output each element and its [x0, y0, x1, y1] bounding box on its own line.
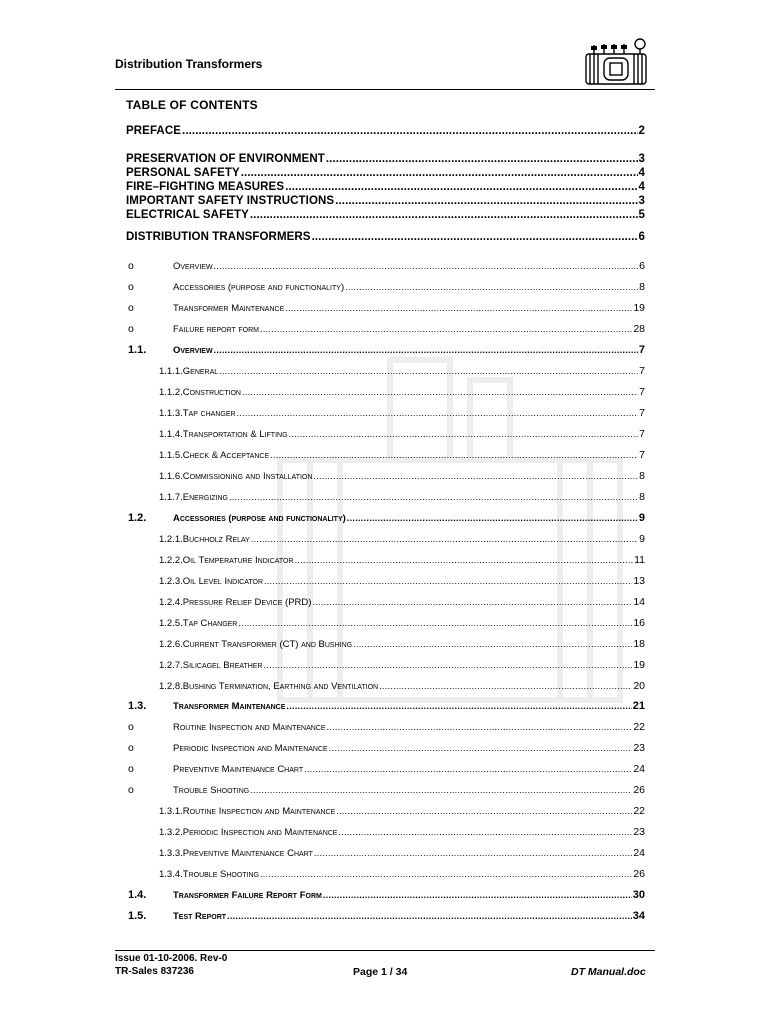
toc-entry-label: 1.3.2.Periodic Inspection and Maintenance	[159, 827, 338, 838]
toc-dot-leader	[323, 889, 632, 902]
toc-entry-label: 1.1.4.Transportation & Lifting	[159, 429, 288, 440]
toc-dot-leader	[312, 596, 632, 609]
toc-dot-leader	[214, 344, 638, 357]
toc-section-number: 1.5.	[128, 910, 147, 922]
footer-rule	[115, 950, 655, 951]
toc-page-number: 14	[633, 596, 645, 608]
toc-bullet-entry[interactable]	[115, 783, 645, 797]
toc-dot-leader	[260, 868, 632, 881]
toc-subsection-entry[interactable]	[115, 867, 645, 881]
toc-dot-leader	[237, 407, 639, 420]
toc-subsection-entry[interactable]	[115, 574, 645, 588]
toc-page-number: 7	[639, 365, 645, 377]
toc-dot-leader	[345, 281, 638, 294]
toc-page-number: 5	[638, 209, 645, 221]
toc-dot-leader	[327, 721, 633, 734]
toc-entry-label: 1.2.7.Silicagel Breather	[159, 660, 263, 671]
toc-subsection-entry[interactable]	[115, 804, 645, 818]
toc-entry-label: PERSONAL SAFETY	[126, 167, 240, 179]
toc-subsection-entry[interactable]	[115, 616, 645, 630]
toc-dot-leader	[250, 784, 632, 797]
toc-entry-label: Preventive Maintenance Chart	[173, 764, 304, 775]
toc-entry-label: Routine Inspection and Maintenance	[173, 722, 326, 733]
toc-page-number: 4	[638, 181, 645, 193]
toc-heading: TABLE OF CONTENTS	[126, 98, 258, 112]
toc-subsection-entry[interactable]	[115, 490, 645, 504]
toc-entry-label: 1.1.6.Commissioning and Installation	[159, 471, 313, 482]
toc-page-number: 7	[639, 407, 645, 419]
toc-dot-leader	[229, 491, 638, 504]
toc-entry-label: 1.2.3.Oil Level Indicator	[159, 576, 264, 587]
toc-page-number: 6	[638, 231, 645, 243]
toc-entry-label: Trouble Shooting	[173, 785, 250, 796]
toc-dot-leader	[295, 554, 634, 567]
toc-bullet-entry[interactable]	[115, 762, 645, 776]
toc-subsection-entry[interactable]	[115, 846, 645, 860]
toc-section-number: 1.3.	[128, 700, 147, 712]
toc-page-number: 9	[638, 512, 645, 524]
toc-section-1-4[interactable]	[115, 888, 645, 902]
toc-subsection-entry[interactable]	[115, 679, 645, 693]
toc-subsection-entry[interactable]	[115, 385, 645, 399]
toc-subsection-entry[interactable]	[115, 532, 645, 546]
toc-major-entry[interactable]	[115, 230, 645, 244]
toc-page-number: 26	[633, 868, 645, 880]
toc-subsection-entry[interactable]	[115, 406, 645, 420]
toc-section-1-3[interactable]	[115, 699, 645, 713]
toc-page-number: 20	[633, 680, 645, 692]
toc-dot-leader	[289, 428, 639, 441]
toc-page-number: 8	[639, 470, 645, 482]
toc-entry-label: 1.2.8.Bushing Termination, Earthing and Ventilation	[159, 681, 379, 692]
toc-page-number: 8	[639, 281, 645, 293]
toc-entry-label: Accessories (purpose and functionality)	[173, 282, 345, 293]
toc-subsection-entry[interactable]	[115, 448, 645, 462]
toc-entry-label: Accessories (purpose and functionality)	[173, 513, 346, 524]
toc-entry-label: PRESERVATION OF ENVIRONMENT	[126, 153, 325, 165]
toc-page-number: 22	[633, 721, 645, 733]
toc-bullet: o	[128, 260, 134, 272]
header-title: Distribution Transformers	[115, 57, 263, 71]
toc-subsection-entry[interactable]	[115, 637, 645, 651]
toc-page-number: 18	[633, 638, 645, 650]
toc-subsection-entry[interactable]	[115, 553, 645, 567]
toc-entry-label: IMPORTANT SAFETY INSTRUCTIONS	[126, 195, 335, 207]
toc-page-number: 19	[633, 659, 645, 671]
toc-page-number: 9	[639, 533, 645, 545]
toc-page-number: 11	[634, 554, 645, 566]
toc-page-number: 16	[633, 617, 645, 629]
toc-dot-leader	[329, 742, 633, 755]
toc-entry-label: Periodic Inspection and Maintenance	[173, 743, 328, 754]
toc-dot-leader	[326, 153, 638, 166]
toc-bullet-entry[interactable]	[115, 720, 645, 734]
toc-dot-leader	[250, 209, 638, 222]
toc-page-number: 6	[639, 260, 645, 272]
toc-bullet: o	[128, 784, 134, 796]
toc-page-number: 3	[638, 195, 645, 207]
toc-entry-label: 1.2.2.Oil Temperature Indicator	[159, 555, 294, 566]
toc-entry-label: ELECTRICAL SAFETY	[126, 209, 249, 221]
toc-page-number: 23	[633, 826, 645, 838]
toc-page-number: 8	[639, 491, 645, 503]
toc-page-number: 34	[632, 910, 645, 922]
toc-entry-label: 1.1.7.Energizing	[159, 492, 228, 503]
toc-page-number: 21	[632, 700, 645, 712]
toc-page-number: 3	[638, 153, 645, 165]
toc-dot-leader	[219, 365, 638, 378]
toc-page-number: 28	[633, 323, 645, 335]
toc-subsection-entry[interactable]	[115, 364, 645, 378]
footer-sales: TR-Sales 837236	[115, 966, 194, 977]
toc-major-entry[interactable]	[115, 180, 645, 194]
toc-dot-leader	[312, 231, 638, 244]
toc-page-number: 22	[633, 805, 645, 817]
toc-bullet: o	[128, 323, 134, 335]
toc-entry-label: 1.3.1.Routine Inspection and Maintenance	[159, 806, 336, 817]
toc-dot-leader	[251, 533, 638, 546]
toc-subsection-entry[interactable]	[115, 658, 645, 672]
toc-major-entry[interactable]	[115, 152, 645, 166]
toc-entry-label: 1.1.2.Construction	[159, 387, 241, 398]
toc-section-1-1[interactable]	[115, 343, 645, 357]
toc-section-1-5[interactable]	[115, 909, 645, 923]
toc-page-number: 13	[633, 575, 645, 587]
toc-dot-leader	[285, 181, 637, 194]
toc-entry-label: 1.2.5.Tap Changer	[159, 618, 238, 629]
toc-dot-leader	[238, 617, 632, 630]
toc-bullet: o	[128, 763, 134, 775]
toc-dot-leader	[304, 763, 632, 776]
toc-entry-label: Transformer Maintenance	[173, 701, 286, 712]
toc-major-entry[interactable]	[115, 208, 645, 222]
toc-subsection-entry[interactable]	[115, 469, 645, 483]
toc-dot-leader	[347, 512, 638, 525]
toc-page-number: 7	[639, 449, 645, 461]
toc-entry-label: 1.3.3.Preventive Maintenance Chart	[159, 848, 313, 859]
toc-dot-leader	[260, 323, 632, 336]
toc-subsection-entry[interactable]	[115, 427, 645, 441]
toc-page-number: 7	[639, 386, 645, 398]
toc-entry-label: 1.2.6.Current Transformer (CT) and Bushing	[159, 639, 353, 650]
toc-bullet-entry[interactable]	[115, 741, 645, 755]
toc-entry-label: Test Report	[173, 911, 227, 922]
toc-page-number: 4	[638, 167, 645, 179]
toc-section-number: 1.4.	[128, 889, 147, 901]
toc-dot-leader	[313, 470, 638, 483]
toc-dot-leader	[338, 826, 632, 839]
toc-dot-leader	[285, 302, 632, 315]
footer-page-number: Page 1 / 34	[353, 966, 408, 978]
toc-dot-leader	[379, 680, 632, 693]
toc-page-number: 19	[633, 302, 645, 314]
toc-subsection-entry[interactable]	[115, 825, 645, 839]
toc-dot-leader	[242, 386, 638, 399]
toc-page-number: 26	[633, 784, 645, 796]
toc-entry-label: Transformer Maintenance	[173, 303, 285, 314]
toc-entry-label: DISTRIBUTION TRANSFORMERS	[126, 231, 311, 243]
toc-bullet-entry[interactable]	[115, 301, 645, 315]
toc-bullet: o	[128, 302, 134, 314]
footer-issue: Issue 01-10-2006. Rev-0	[115, 953, 228, 964]
toc-bullet: o	[128, 281, 134, 293]
toc-dot-leader	[241, 167, 638, 180]
toc-bullet-entry[interactable]	[115, 322, 645, 336]
toc-entry-label: PREFACE	[126, 125, 182, 137]
toc-dot-leader	[182, 125, 637, 138]
toc-bullet-entry[interactable]	[115, 259, 645, 273]
toc-bullet-entry[interactable]	[115, 280, 645, 294]
toc-page-number: 24	[633, 763, 645, 775]
toc-bullet: o	[128, 742, 134, 754]
toc-dot-leader	[314, 847, 632, 860]
footer-filename: DT Manual.doc	[571, 966, 646, 978]
toc-page-number: 30	[632, 889, 645, 901]
toc-section-1-2[interactable]	[115, 511, 645, 525]
toc-subsection-entry[interactable]	[115, 595, 645, 609]
toc-dot-leader	[264, 575, 632, 588]
toc-dot-leader	[286, 700, 631, 713]
toc-entry-label: 1.1.3.Tap changer	[159, 408, 236, 419]
toc-dot-leader	[335, 195, 637, 208]
toc-dot-leader	[264, 659, 633, 672]
toc-page-number: 24	[633, 847, 645, 859]
toc-dot-leader	[227, 910, 632, 923]
toc-dot-leader	[214, 260, 639, 273]
toc-dot-leader	[336, 805, 632, 818]
toc-entry-label: 1.1.5.Check & Acceptance	[159, 450, 270, 461]
toc-page-number: 2	[638, 125, 645, 137]
toc-dot-leader	[353, 638, 632, 651]
toc-major-entry[interactable]	[115, 124, 645, 138]
toc-major-entry[interactable]	[115, 194, 645, 208]
toc-page-number: 7	[639, 428, 645, 440]
toc-entry-label: 1.3.4.Trouble Shooting	[159, 869, 259, 880]
transformer-watermark-icon	[240, 320, 660, 740]
toc-entry-label: 1.2.4.Pressure Relief Device (PRD)	[159, 597, 312, 608]
toc-entry-label: FIRE–FIGHTING MEASURES	[126, 181, 285, 193]
toc-dot-leader	[270, 449, 638, 462]
toc-bullet: o	[128, 721, 134, 733]
toc-major-entry[interactable]	[115, 166, 645, 180]
transformer-logo-icon	[580, 36, 652, 88]
toc-section-number: 1.1.	[128, 344, 147, 356]
toc-page-number: 23	[633, 742, 645, 754]
toc-entry-label: 1.2.1.Buchholz Relay	[159, 534, 250, 545]
toc-section-number: 1.2.	[128, 512, 147, 524]
toc-entry-label: Transformer Failure Report Form	[173, 890, 322, 901]
toc-page-number: 7	[638, 344, 645, 356]
toc-entry-label: Failure report form	[173, 324, 260, 335]
toc-entry-label: Overview	[173, 345, 213, 356]
toc-entry-label: Overview	[173, 261, 213, 272]
toc-entry-label: 1.1.1.General	[159, 366, 219, 377]
header-rule	[115, 89, 655, 90]
